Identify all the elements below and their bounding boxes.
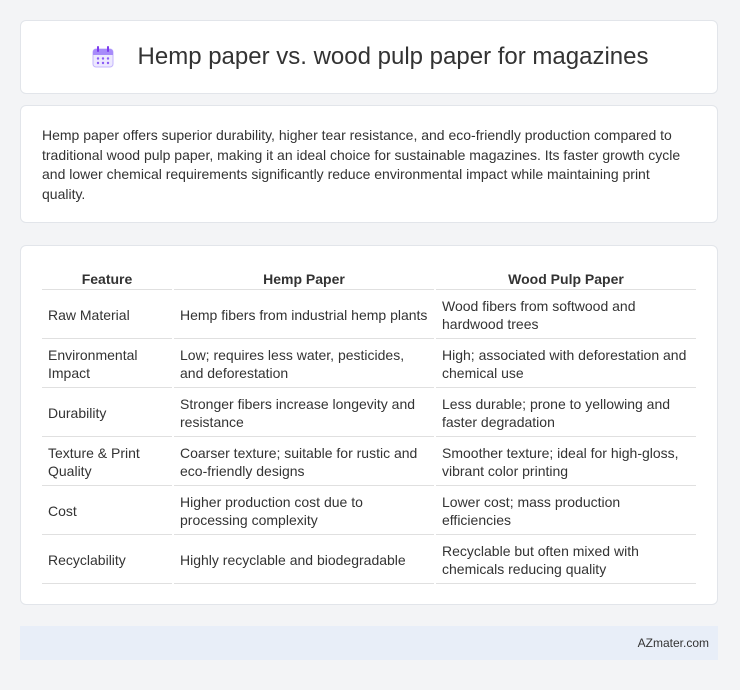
hemp-cell: Hemp fibers from industrial hemp plants [174, 292, 434, 339]
hemp-cell: Coarser texture; suitable for rustic and eco-friendly designs [174, 439, 434, 486]
feature-cell: Raw Material [42, 292, 172, 339]
feature-cell: Texture & Print Quality [42, 439, 172, 486]
table-row [42, 292, 696, 339]
summary-card [20, 105, 718, 223]
wood-cell: Less durable; prone to yellowing and faster degradation [436, 390, 696, 437]
comparison-table [40, 266, 698, 586]
table-row [42, 439, 696, 486]
feature-cell: Cost [42, 488, 172, 535]
table-row [42, 341, 696, 388]
feature-cell: Environmental Impact [42, 341, 172, 388]
feature-cell: Durability [42, 390, 172, 437]
calendar-icon [90, 44, 116, 70]
wood-cell: High; associated with deforestation and chemical use [436, 341, 696, 388]
table-row [42, 537, 696, 584]
footer-brand: AZmater.com [637, 636, 709, 650]
footer [20, 626, 718, 660]
wood-cell: Wood fibers from softwood and hardwood trees [436, 292, 696, 339]
hemp-cell: Highly recyclable and biodegradable [174, 537, 434, 584]
wood-cell: Smoother texture; ideal for high-gloss, vibrant color printing [436, 439, 696, 486]
header-wood-pulp-paper: Wood Pulp Paper [436, 268, 696, 290]
wood-cell: Recyclable but often mixed with chemicals reducing quality [436, 537, 696, 584]
comparison-card [20, 245, 718, 605]
hemp-cell: Higher production cost due to processing complexity [174, 488, 434, 535]
wood-cell: Lower cost; mass production efficiencies [436, 488, 696, 535]
title-card [20, 20, 718, 94]
table-row [42, 488, 696, 535]
page-title: Hemp paper vs. wood pulp paper for magazines [137, 43, 649, 70]
header-hemp-paper: Hemp Paper [174, 268, 434, 290]
feature-cell: Recyclability [42, 537, 172, 584]
header-feature: Feature [42, 268, 172, 290]
hemp-cell: Stronger fibers increase longevity and resistance [174, 390, 434, 437]
table-row [42, 390, 696, 437]
summary-text: Hemp paper offers superior durability, higher tear resistance, and eco-friendly production compared to traditional wood pulp paper, making it an ideal choice for sustainable magazines. Its faster growth cycle and lower chemical requirements significantly reduce environmental impact while maintaining print quality. [42, 127, 681, 202]
hemp-cell: Low; requires less water, pesticides, and deforestation [174, 341, 434, 388]
table-header-row [42, 268, 696, 290]
